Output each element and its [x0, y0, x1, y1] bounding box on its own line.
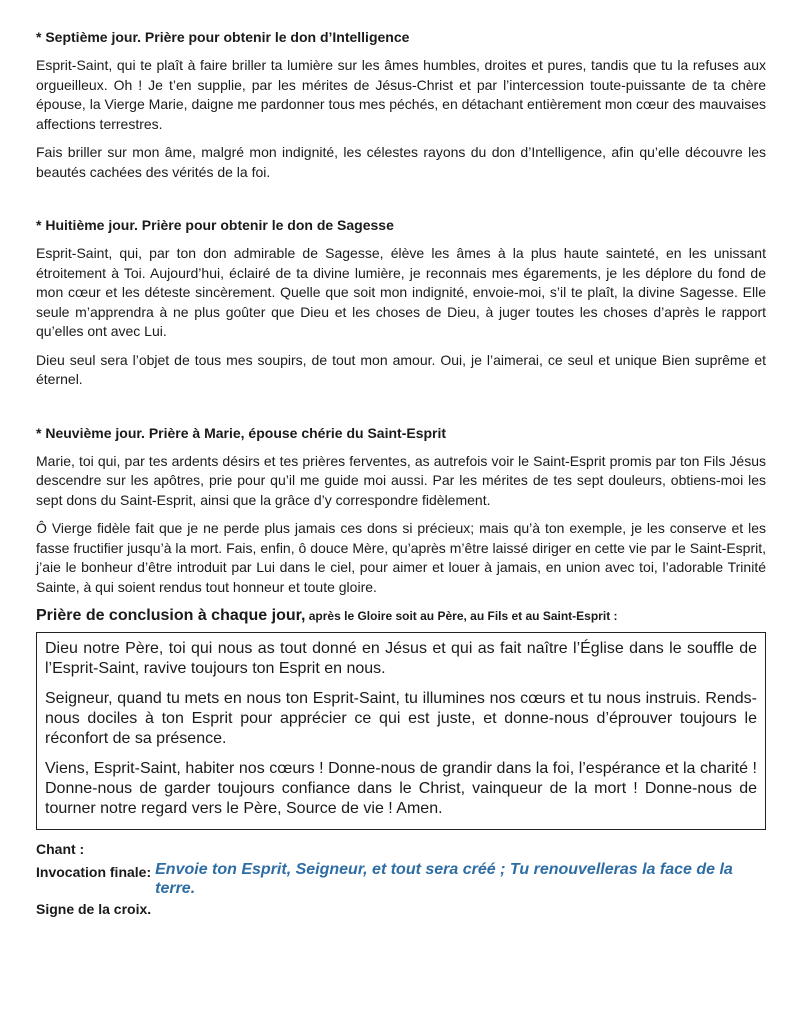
conclusion-subtitle: après le Gloire soit au Père, au Fils et au Saint-Esprit :: [305, 609, 618, 623]
conclusion-prayer-box: [36, 632, 766, 830]
conclusion-paragraph: Viens, Esprit-Saint, habiter nos cœurs ! Donne-nous de grandir dans la foi, l’espérance et la charité ! Donne-nous de garder toujours confiance dans le Christ, vainqueur de la mort ! Donne-nous de tourner notre regard vers le Père, Source de vie ! Amen.: [45, 760, 757, 817]
conclusion-paragraph: Seigneur, quand tu mets en nous ton Esprit-Saint, tu illumines nos cœurs et tu nous instruis. Rends-nous dociles à ton Esprit pour apprécier ce qui est juste, et donne-nous d’éprouver toujours le réconfort de sa présence.: [45, 690, 757, 747]
invocation-text: Envoie ton Esprit, Seigneur, et tout sera créé ; Tu renouvelleras la face de la terre.: [155, 861, 733, 897]
section-heading: * Neuvième jour. Prière à Marie, épouse chérie du Saint-Esprit: [36, 424, 447, 441]
conclusion-title: Prière de conclusion à chaque jour,: [36, 607, 306, 624]
sign-of-cross: Signe de la croix.: [36, 901, 152, 917]
section-eighth-day: [36, 216, 766, 390]
invocation-label: Invocation finale:: [36, 864, 152, 880]
section-ninth-day: [36, 424, 766, 598]
conclusion-paragraph: Dieu notre Père, toi qui nous as tout donné en Jésus et qui as fait naître l’Église dans le souffle de l’Esprit-Saint, ravive toujours ton Esprit en nous.: [45, 640, 757, 677]
paragraph: Ô Vierge fidèle fait que je ne perde plus jamais ces dons si précieux; mais qu’à ton exemple, je les conserve et les fasse fructifier jusqu’à la mort. Fais, enfin, ô douce Mère, qu’après m’être laissé diriger en cette vie par le Saint-Esprit, j’aie le bonheur d’être introduit par Lui dans le ciel, pour aimer et louer à jamais, en union avec toi, l’adorable Trinité Sainte, à qui soient rendus tout honneur et toute gloire.: [36, 520, 766, 595]
section-seventh-day: [36, 28, 766, 182]
section-heading: * Septième jour. Prière pour obtenir le don d’Intelligence: [36, 29, 410, 45]
section-heading: * Huitième jour. Prière pour obtenir le don de Sagesse: [36, 217, 394, 233]
document-page: [36, 20, 766, 918]
paragraph: Esprit-Saint, qui, par ton don admirable de Sagesse, élève les âmes à la plus haute sainteté, en les unissant étroitement à Toi. Aujourd’hui, éclairé de ta divine lumière, je reconnais mes égarements, je les déplore du fond de mon cœur et les déteste sincèrement. Quelle que soit mon indignité, envoie-moi, s’il te plaît, la divine Sagesse. Elle seule m’apprendra à ne plus goûter que Dieu et les choses de Dieu, à juger toutes les choses d’après le rapport qu’elles ont avec Lui.: [36, 245, 766, 339]
paragraph: Fais briller sur mon âme, malgré mon indignité, les célestes rayons du don d’Intelligence, afin qu’elle découvre les beautés cachées des vérités de la foi.: [36, 144, 766, 180]
conclusion-heading: [36, 606, 766, 626]
paragraph: Marie, toi qui, par tes ardents désirs et tes prières ferventes, as autrefois voir le Saint-Esprit promis par ton Fils Jésus descendre sur les apôtres, prie pour qu’il me guide moi aussi. Par les mérites de tes sept douleurs, obtiens-moi les sept dons du Saint-Esprit, ainsi que la grâce d’y correspondre fidèlement.: [36, 452, 766, 508]
invocation-row: [36, 860, 766, 898]
paragraph: Dieu seul sera l’objet de tous mes soupirs, de tout mon amour. Oui, je l’aimerai, ce seul et unique Bien suprême et éternel.: [36, 351, 766, 387]
chant-label: Chant :: [36, 841, 85, 857]
paragraph: Esprit-Saint, qui te plaît à faire briller ta lumière sur les âmes humbles, droites et pures, tandis que tu la refuses aux orgueilleux. Oh ! Je t’en supplie, par les mérites de Jésus-Christ et par l’intercession toute-puissante de ta chère épouse, la Vierge Marie, daigne me pardonner tous mes péchés, en détachant entièrement mon cœur des mauvaises affections terrestres.: [36, 57, 766, 132]
